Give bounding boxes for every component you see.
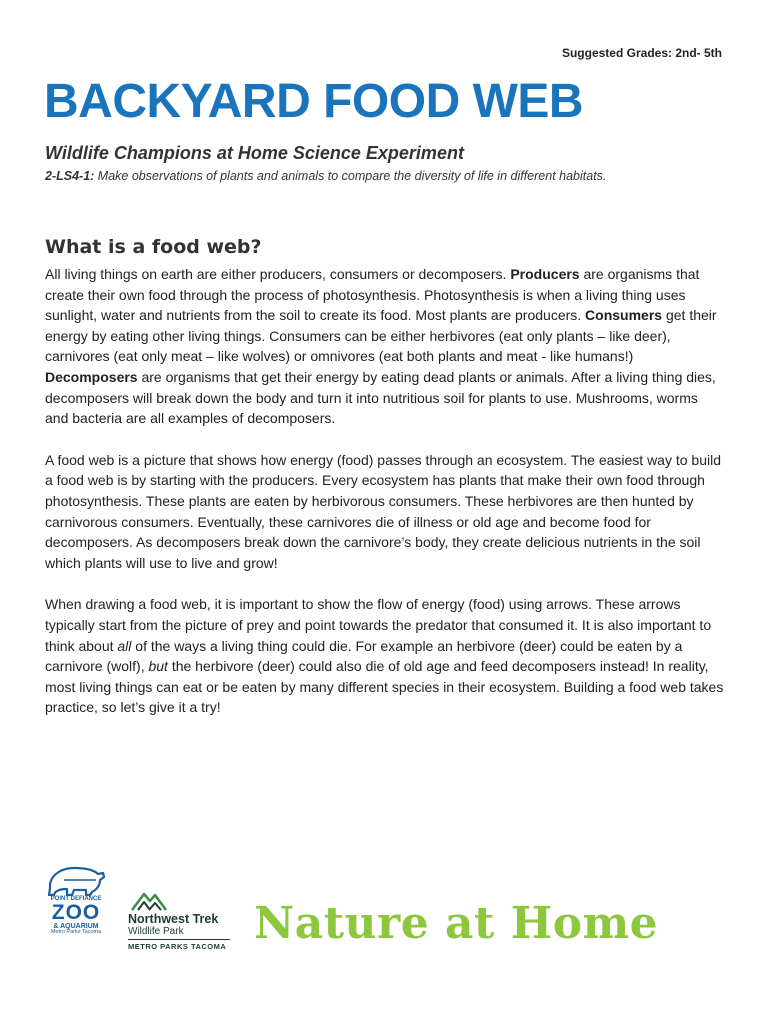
trek-logo-sub: Wildlife Park xyxy=(128,926,184,938)
p1-text-d: are organisms that get their energy by eating dead plants or animals. After a living thing dies, decomposers will break down the body and turn it into nutritious soil for plants to use. Mushrooms, worms and bacteria are all examples of decomposers. xyxy=(45,368,716,427)
paragraph-1 xyxy=(45,264,725,429)
emphasis-but: but xyxy=(148,658,168,675)
trek-logo-name: Northwest Trek xyxy=(128,912,219,926)
p3-text-c: the herbivore (deer) could also die of old age and feed decomposers instead! In reality, most living things can eat or be eaten by many different species in their ecosystem. Building a food web takes practice, so let’s give it a try! xyxy=(45,658,724,716)
zoo-logo-line2: ZOO xyxy=(51,901,101,924)
standard-line xyxy=(45,169,606,183)
trek-logo-rule xyxy=(128,939,230,940)
term-producers: Producers xyxy=(510,266,580,282)
p1-text-c: get their energy by eating other living things. Consumers can be either herbivores (eat only plants – like deer), carnivores (eat only meat – like wolves) or omnivores (eat both plants and meat - like humans!) xyxy=(45,307,717,365)
page-title: BACKYARD FOOD WEB xyxy=(44,75,584,128)
zoo-logo xyxy=(44,862,108,952)
zoo-logo-line3: & AQUARIUM xyxy=(53,923,99,930)
p3-text-a: When drawing a food web, it is important to show the flow of energy (food) using arrows. These arrows typically start from the picture of prey and point towards the predator that consumed it. It is also important to think about xyxy=(45,596,712,654)
body-text xyxy=(45,264,725,739)
zoo-logo-line1: POINT DEFIANCE xyxy=(50,896,102,902)
standard-text: Make observations of plants and animals to compare the diversity of life in different habitats. xyxy=(94,169,607,183)
paragraph-2: A food web is a picture that shows how energy (food) passes through an ecosystem. The easiest way to build a food web is by starting with the producers. Every ecosystem has plants that make their own food through photosynthesis. These plants are eaten by herbivorous consumers. These herbivores are then hunted by carnivorous consumers. Eventually, these carnivores die of illness or old age and become food for decomposers. As decomposers break down the carnivore’s body, they create delicious nutrients in the soil which plants will use to live and grow! xyxy=(45,451,722,571)
nature-at-home-tagline: Nature at Home xyxy=(254,898,659,949)
section-heading: What is a food web? xyxy=(45,236,262,258)
p3-text-b: of the ways a living thing could die. For example an herbivore (deer) could be eaten by a carnivore (wolf), xyxy=(45,637,683,675)
zoo-logo-line4: Metro Parks Tacoma xyxy=(50,929,102,935)
trek-logo xyxy=(128,888,236,958)
polar-bear-icon xyxy=(46,862,106,896)
p1-text-b: are organisms that create their own food through the process of photosynthesis. Photosynthesis is when a living thing uses sunlight, water and nutrients from the soil to create its food. Most plants are producers. xyxy=(45,266,700,324)
mountain-icon xyxy=(130,888,168,912)
trek-logo-metro: METRO PARKS TACOMA xyxy=(128,942,227,952)
term-consumers: Consumers xyxy=(585,307,663,324)
term-decomposers: Decomposers xyxy=(45,368,138,385)
p1-text-a: All living things on earth are either producers, consumers or decomposers. xyxy=(45,266,511,282)
page-subtitle: Wildlife Champions at Home Science Experiment xyxy=(45,143,464,163)
grades-label: Suggested Grades: 2nd- 5th xyxy=(561,46,722,60)
standard-code: 2-LS4-1: xyxy=(45,169,95,183)
paragraph-3 xyxy=(45,594,725,718)
emphasis-all: all xyxy=(117,637,132,654)
